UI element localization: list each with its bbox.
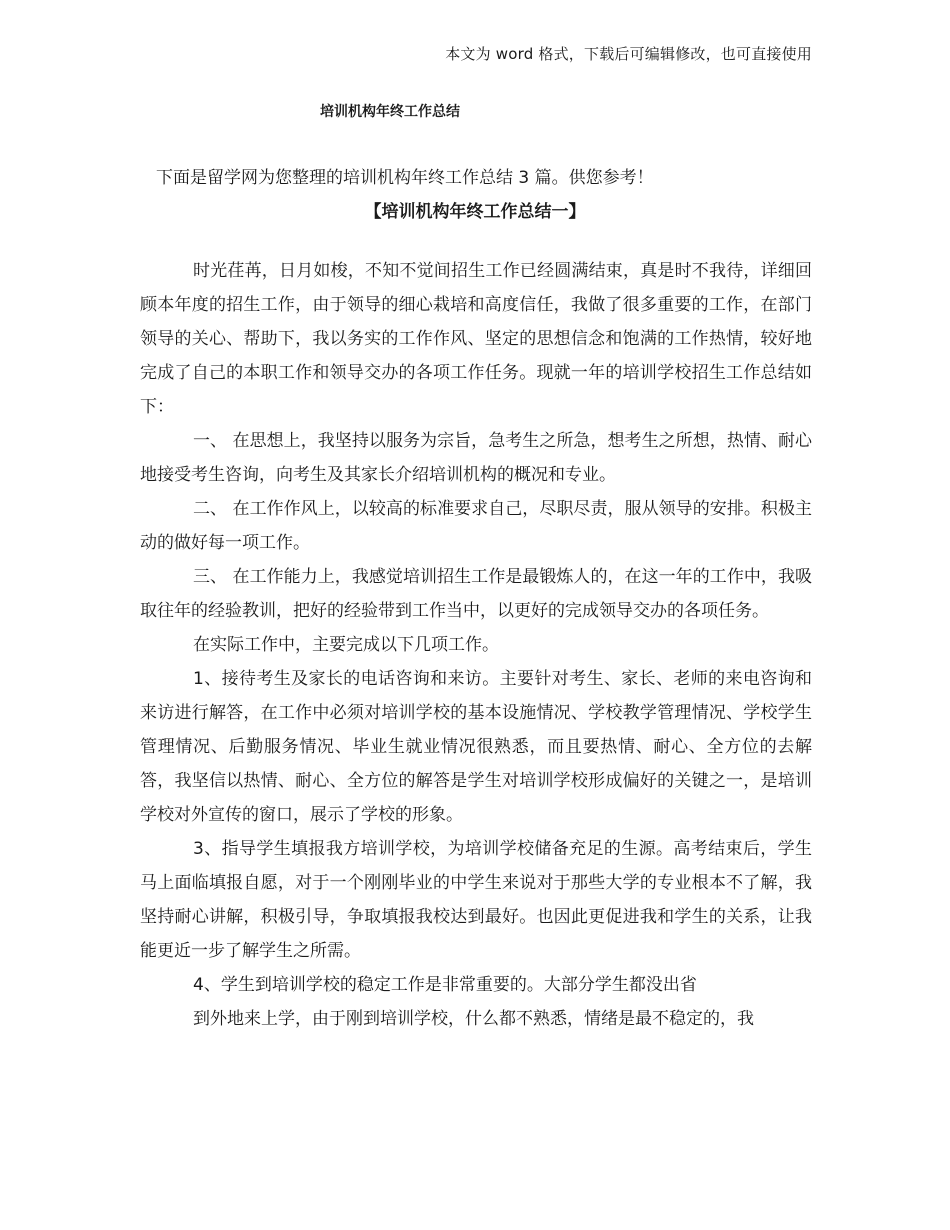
paragraph-point-3: 三、 在工作能力上，我感觉培训招生工作是最锻炼人的，在这一年的工作中，我吸取往年的经验教训，把好的经验带到工作当中，以更好的完成领导交办的各项任务。: [140, 567, 812, 621]
section-heading: 【培训机构年终工作总结一】: [364, 202, 586, 222]
paragraph-item-1: 1、接待考生及家长的电话咨询和来访。主要针对考生、家长、老师的来电咨询和来访进行解答，在工作中必须对培训学校的基本设施情况、学校教学管理情况、学校学生管理情况、后勤服务情况、毕业生就业情况很熟悉，而且要热情、耐心、全方位的去解答，我坚信以热情、耐心、全方位的解答是学生对培训学校形成偏好的关键之一，是培训学校对外宣传的窗口，展示了学校的形象。: [140, 669, 812, 825]
paragraph-opening: 时光荏苒，日月如梭，不知不觉间招生工作已经圆满结束，真是时不我待，详细回顾本年度的招生工作，由于领导的细心栽培和高度信任，我做了很多重要的工作，在部门领导的关心、帮助下，我以务实的工作作风、坚定的思想信念和饱满的工作热情，较好地完成了自己的本职工作和领导交办的各项工作任务。现就一年的培训学校招生工作总结如下：: [140, 261, 812, 417]
paragraph-continuation: 到外地来上学，由于刚到培训学校，什么都不熟悉，情绪是最不稳定的，我: [193, 1009, 754, 1029]
paragraph-item-4: 4、学生到培训学校的稳定工作是非常重要的。大部分学生都没出省: [193, 975, 697, 995]
intro-line: 下面是留学网为您整理的培训机构年终工作总结 3 篇。供您参考！: [156, 168, 654, 188]
paragraph-point-1: 一、 在思想上，我坚持以服务为宗旨，急考生之所急，想考生之所想，热情、耐心地接受考生咨询，向考生及其家长介绍培训机构的概况和专业。: [140, 431, 812, 485]
paragraph-item-3: 3、指导学生填报我方培训学校，为培训学校储备充足的生源。高考结束后，学生马上面临填报自愿，对于一个刚刚毕业的中学生来说对于那些大学的专业根本不了解，我坚持耐心讲解，积极引导，争取填报我校达到最好。也因此更促进我和学生的关系，让我能更近一步了解学生之所需。: [140, 839, 812, 961]
header-note: 本文为 word 格式，下载后可编辑修改，也可直接使用: [445, 45, 812, 63]
document-title: 培训机构年终工作总结: [320, 104, 460, 120]
body-text: [140, 254, 812, 1036]
paragraph-work-intro: 在实际工作中，主要完成以下几项工作。: [193, 635, 499, 655]
paragraph-point-2: 二、 在工作作风上，以较高的标准要求自己，尽职尽责，服从领导的安排。积极主动的做好每一项工作。: [140, 499, 812, 553]
